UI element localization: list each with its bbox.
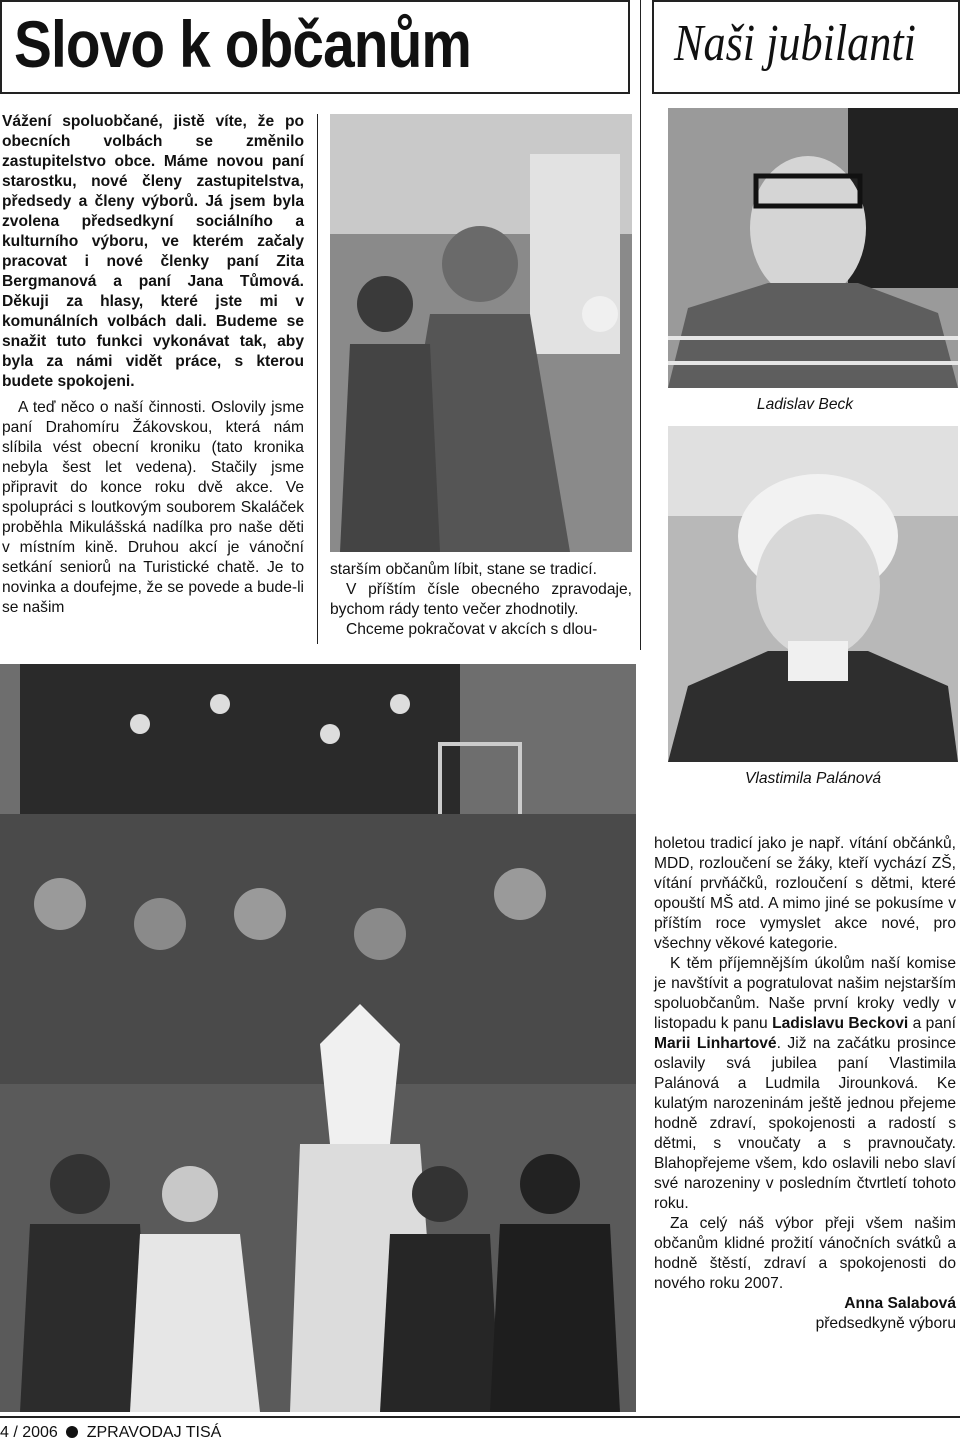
- page-title: Slovo k občanům: [14, 7, 472, 81]
- st-nicholas-event-photo: [0, 664, 636, 1412]
- footer-rule: [0, 1416, 960, 1418]
- portrait-ladislav-beck: [668, 108, 958, 388]
- jubilee-title: Naši jubilanti: [674, 15, 916, 72]
- middle-paragraph-2: V příštím čísle obecného zpravodaje, bychom rády tento večer zhodnotily.: [330, 581, 632, 618]
- name-marie-linhartova: Marii Linhartové: [654, 1035, 777, 1052]
- middle-column: [330, 560, 632, 640]
- middle-paragraph-3: Chceme pokračovat v akcích s dlou-: [346, 621, 598, 638]
- right-column: [654, 834, 956, 1334]
- footer-publication: ZPRAVODAJ TISÁ: [86, 1424, 222, 1441]
- portrait-vlastimila-palanova: [668, 426, 958, 762]
- footer: [0, 1424, 221, 1442]
- column-rule-right: [640, 0, 641, 650]
- activity-paragraph: A teď něco o naší činnosti. Oslovily jsme paní Drahomíru Žákovskou, která nám slíbila vést obecní kroniku (tato kronika nebyla šest let vedena). Stačily jsme připravit do konce roku dvě akce. Ve spolupráci s loutkovým souborem Skaláček proběhla Mikulášská nadílka pro naše děti v místním kině. Druhou akcí je vánoční setkání seniorů na Turistické chatě. Je to novinka a doufejme, že se povede a bude-li se našim: [2, 399, 304, 616]
- right-paragraph-2e: . Již na začátku prosince oslavily svá jubilea paní Vlastimila Palánová a Ludmila Jirounková. Ke kulatým narozeninám ještě jednou přejeme hodně zdraví, spokojenosti a radostí s dětmi, s vnoučaty a s pravnoučaty. Blahopřejeme všem, kdo oslavili nebo slaví své narozeniny v posledním čtvrtletí tohoto roku.: [654, 1035, 956, 1212]
- costume-photo: [330, 114, 632, 552]
- costume-photo-image: [330, 114, 632, 552]
- left-column: [2, 112, 304, 618]
- bullet-icon: [66, 1426, 78, 1438]
- portrait-1-image: [668, 108, 958, 388]
- footer-issue: 4 / 2006: [0, 1424, 58, 1441]
- caption-photo-2: Vlastimila Palánová: [744, 770, 882, 787]
- signature-name: Anna Salabová: [844, 1295, 956, 1312]
- right-paragraph-1: holetou tradicí jako je např. vítání občánků, MDD, rozloučení se žáky, kteří vychází ZŠ, vítání prvňáčků, rozloučení s dětmi, které opouští MŠ atd. A mimo jiné se pokusíme v příštím roce vymyslet akce nové, pro všechny věkové kategorie.: [654, 835, 956, 952]
- right-paragraph-2c: a paní: [908, 1015, 957, 1032]
- caption-photo-1: Ladislav Beck: [756, 396, 854, 413]
- middle-paragraph-1: starším občanům líbit, stane se tradicí.: [330, 561, 597, 578]
- right-paragraph-3: Za celý náš výbor přeji všem našim občanům klidné prožití vánočních svátků a hodně štěstí, zdraví a spokojenosti do nového roku 2007.: [654, 1215, 956, 1292]
- column-rule-left: [317, 114, 318, 644]
- right-paragraph-2a: K těm příjemnějším úkolům naší komise je navštívit a pogratulovat našim nejstarším spoluobčanům. Naše první kroky vedly v listopadu k panu: [654, 955, 956, 1032]
- right-paragraph-2: [654, 954, 956, 1214]
- portrait-2-image: [668, 426, 958, 762]
- event-photo-image: [0, 664, 636, 1412]
- intro-paragraph: Vážení spoluobčané, jistě víte, že po obecních volbách se změnilo zastupitelstvo obce. Máme novou paní starostku, nové členy zastupitelstva, předsedy a členy výborů. Já jsem byla zvolena předsedkyní sociálního a kulturního výboru, ve kterém začaly pracovat i nové členky paní Zita Bergmanová a paní Jana Tůmová. Děkuji za hlasy, které jste mi v komunálních volbách dali. Budeme se snažit tuto funkci vykonávat tak, aby byla za námi vidět práce, s kterou budete spokojeni.: [2, 113, 304, 390]
- name-ladislav-beck: Ladislavu Beckovi: [772, 1015, 909, 1032]
- signature-role: předsedkyně výboru: [815, 1315, 956, 1332]
